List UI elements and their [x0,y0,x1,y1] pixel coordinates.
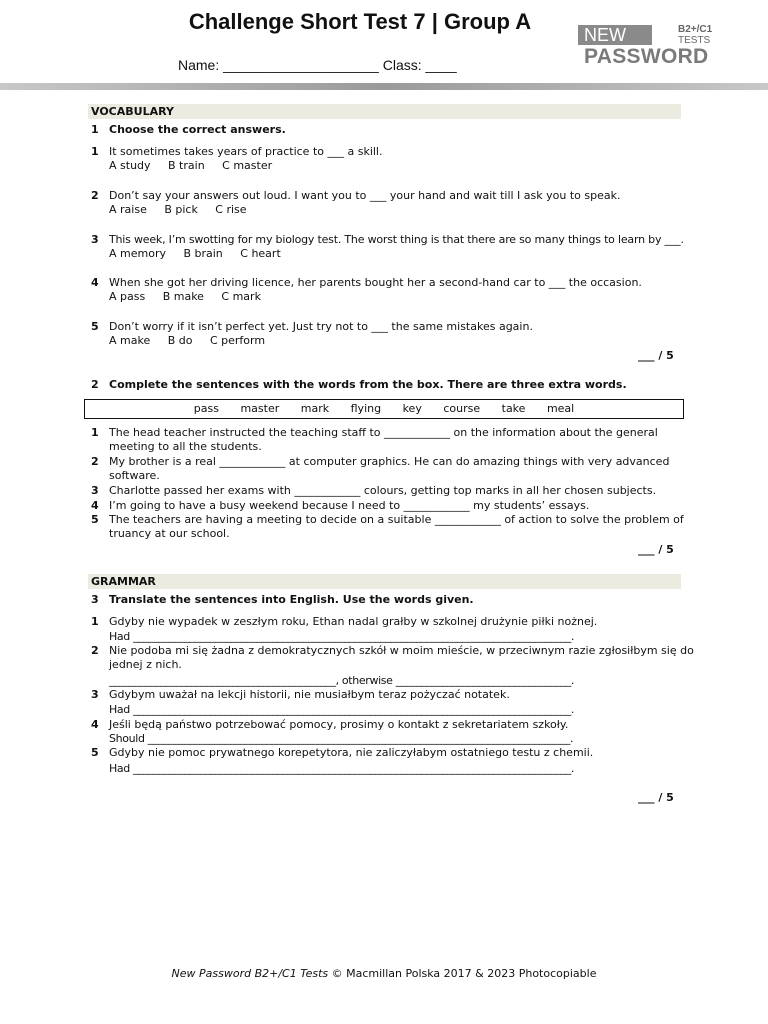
answer-options: A raise B pick C rise [109,203,247,216]
box-word: course [443,402,481,415]
answer-line[interactable]: Had _____________________________________________________________________________________. [109,762,574,775]
exercise-number: 2 [91,378,99,391]
question-number: 5 [91,513,99,526]
question-number: 3 [91,484,99,497]
question-number: 1 [91,426,99,439]
exercise-number: 1 [91,123,99,136]
exercise-number: 3 [91,593,99,606]
logo-tests: TESTS [678,35,711,46]
section-heading-grammar: GRAMMAR [88,574,681,589]
box-word: meal [546,402,575,415]
name-class-line: Name: ____________________ Class: ____ [178,57,457,73]
question-number: 1 [91,145,99,158]
question-number: 4 [91,276,99,289]
question-text: Don’t say your answers out loud. I want you to ___ your hand and wait till I ask you to speak. [109,189,621,202]
answer-line[interactable]: Had _____________________________________________________________________________________. [109,703,574,716]
question-number: 3 [91,233,99,246]
box-word: key [402,402,422,415]
exercise-instruction: Translate the sentences into English. Use the words given. [109,593,474,606]
header-divider [0,83,768,90]
section-heading-vocabulary: VOCABULARY [88,104,681,119]
question-text: Charlotte passed her exams with ____________ colours, getting top marks in all her chosen subjects. [109,484,657,497]
question-number: 4 [91,499,99,512]
box-word: take [501,402,526,415]
word-box-list [84,402,684,415]
box-word: pass [193,402,219,415]
question-text: The teachers are having a meeting to decide on a suitable ____________ of action to solve the problem of [109,513,684,526]
question-text: The head teacher instructed the teaching staff to ____________ on the information about the general [109,426,658,439]
question-number: 5 [91,320,99,333]
question-number: 5 [91,746,99,759]
question-text: My brother is a real ____________ at computer graphics. He can do amazing things with very advanced [109,455,670,468]
question-text: Nie podoba mi się żadna z demokratycznych szkół w moim mieście, w przeciwnym razie zgłosiłbym się do [109,644,694,657]
answer-options: A make B do C perform [109,334,266,347]
score-box: ___ / 5 [638,543,674,556]
answer-options: A study B train C master [109,159,273,172]
question-number: 2 [91,455,99,468]
logo-password: PASSWORD [584,45,709,68]
exercise-instruction: Choose the correct answers. [109,123,286,136]
answer-options: A memory B brain C heart [109,247,281,260]
question-text: Jeśli będą państwo potrzebować pomocy, prosimy o kontakt z sekretariatem szkoły. [109,718,569,731]
question-text: When she got her driving licence, her parents bought her a second-hand car to ___ the occasion. [109,276,642,289]
question-text: Gdyby nie wypadek w zeszłym roku, Ethan nadal grałby w szkolnej drużynie piłki nożnej. [109,615,598,628]
footer-copyright: © Macmillan Polska 2017 & 2023 Photocopiable [328,967,597,980]
question-number: 3 [91,688,99,701]
answer-options: A pass B make C mark [109,290,261,303]
question-text-cont: jednej z nich. [109,658,182,671]
score-box: ___ / 5 [638,791,674,804]
answer-line[interactable]: ____________________________________________, otherwise __________________________________. [109,674,574,687]
footer-book-title: New Password B2+/C1 Tests [171,967,329,980]
question-text-cont: software. [109,469,160,482]
answer-line[interactable]: Had _____________________________________________________________________________________. [109,630,574,643]
question-text-cont: meeting to all the students. [109,440,262,453]
box-word: mark [300,402,330,415]
page-title: Challenge Short Test 7 | Group A [188,9,532,34]
score-box: ___ / 5 [638,349,674,362]
question-text: It sometimes takes years of practice to ___ a skill. [109,145,383,158]
question-text-cont: truancy at our school. [109,527,230,540]
question-number: 2 [91,644,99,657]
question-text: Gdybym uważał na lekcji historii, nie musiałbym teraz pożyczać notatek. [109,688,510,701]
logo-level: B2+/C1 [678,24,713,35]
question-number: 2 [91,189,99,202]
answer-line[interactable]: Should __________________________________________________________________________________. [109,732,574,745]
question-number: 4 [91,718,99,731]
exercise-instruction: Complete the sentences with the words from the box. There are three extra words. [109,378,627,391]
logo-new-badge: NEW [578,25,652,45]
question-text: Don’t worry if it isn’t perfect yet. Just try not to ___ the same mistakes again. [109,320,533,333]
question-number: 1 [91,615,99,628]
page-footer [0,967,768,980]
question-text: Gdyby nie pomoc prywatnego korepetytora, nie zaliczyłabym ostatniego testu z chemii. [109,746,594,759]
box-word: master [240,402,280,415]
question-text: This week, I’m swotting for my biology test. The worst thing is that there are so many things to learn by ___. [109,233,684,246]
question-text: I’m going to have a busy weekend because I need to ____________ my students’ essays. [109,499,590,512]
box-word: flying [350,402,382,415]
